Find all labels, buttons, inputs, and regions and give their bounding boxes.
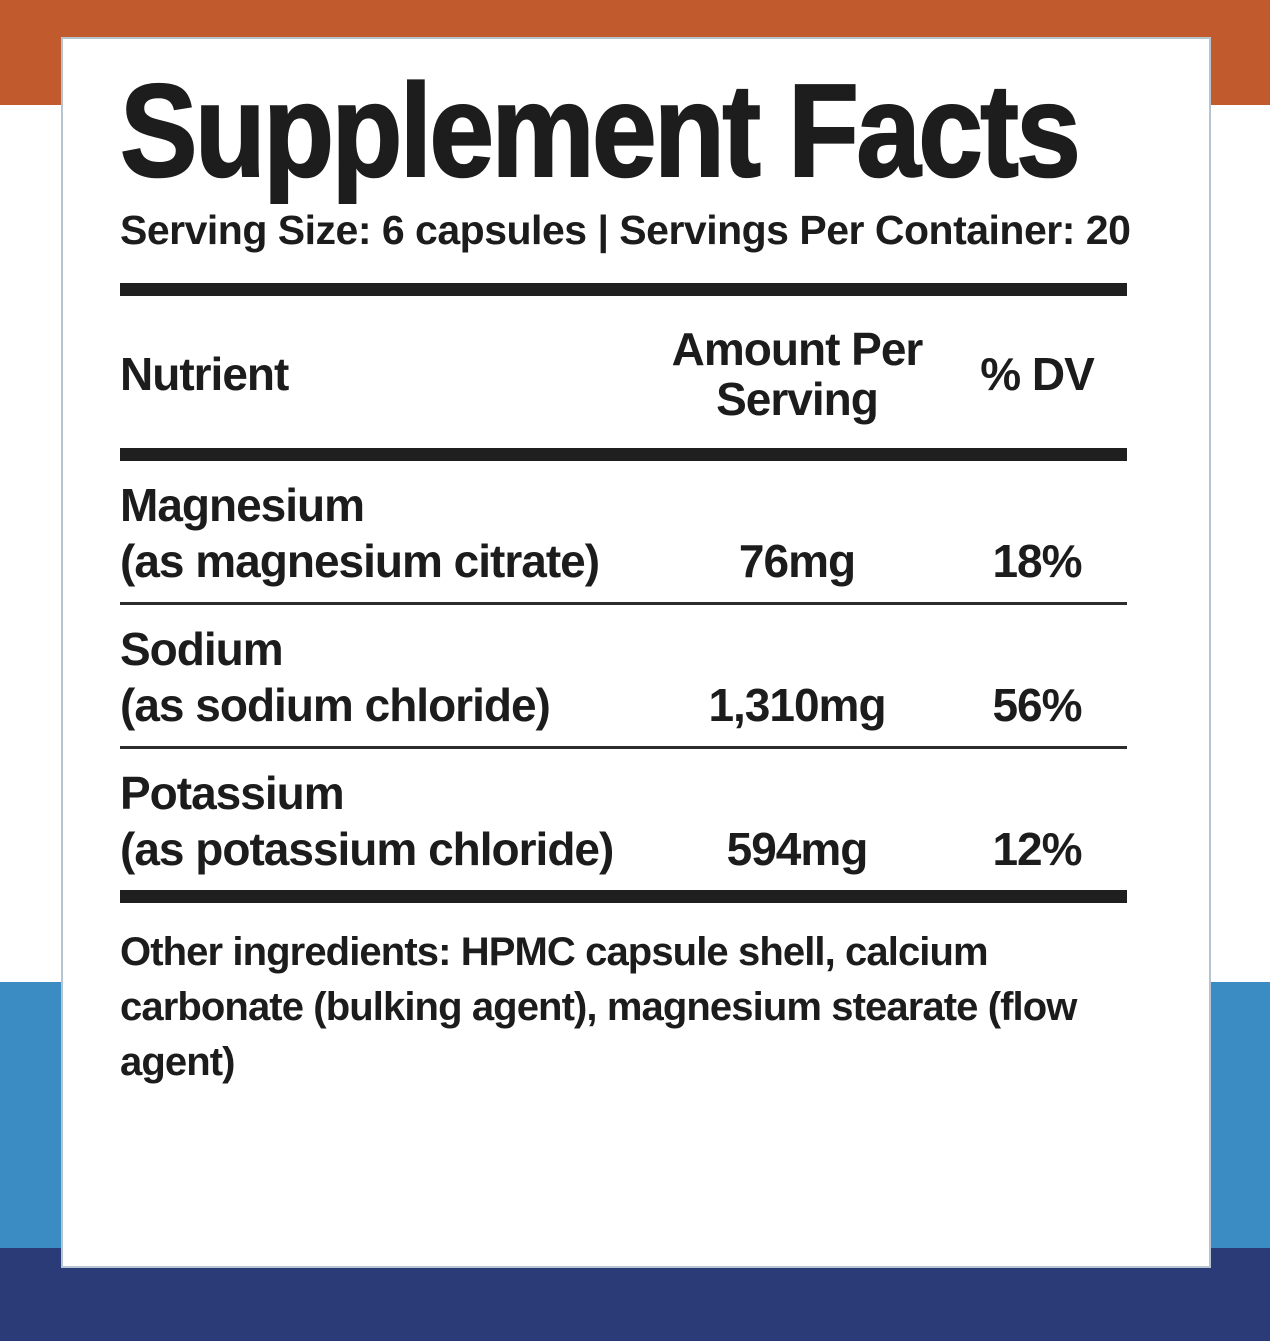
divider-thick-top: [120, 283, 1127, 296]
table-row-sodium: [120, 605, 1127, 749]
nutrient-dv: 56%: [992, 679, 1082, 731]
supplement-facts-card: [61, 37, 1211, 1268]
header-percent-dv: % DV: [980, 348, 1094, 400]
table-header-row: [120, 296, 1127, 448]
nutrient-form: (as sodium chloride): [120, 679, 550, 731]
nutrient-form: (as magnesium citrate): [120, 535, 600, 587]
nutrient-name: Sodium: [120, 623, 283, 675]
header-nutrient: Nutrient: [120, 348, 289, 400]
nutrient-name: Magnesium: [120, 479, 365, 531]
nutrient-form: (as potassium chloride): [120, 823, 614, 875]
other-ingredients-text: Other ingredients: HPMC capsule shell, calcium carbonate (bulking agent), magnesium stearate (flow agent): [120, 930, 1077, 1084]
table-row-magnesium: [120, 461, 1127, 605]
nutrient-dv: 18%: [992, 535, 1082, 587]
table-row-potassium: [120, 749, 1127, 890]
header-amount-per-serving: Amount Per Serving: [671, 323, 923, 425]
nutrient-amount: 76mg: [738, 535, 856, 587]
divider-thick-under-header: [120, 448, 1127, 461]
nutrient-amount: 594mg: [726, 823, 868, 875]
nutrient-dv: 12%: [992, 823, 1082, 875]
serving-info: Serving Size: 6 capsules | Servings Per Container: 20: [120, 207, 1131, 253]
page-title: Supplement Facts: [120, 57, 1079, 204]
nutrient-amount: 1,310mg: [708, 679, 886, 731]
nutrient-name: Potassium: [120, 767, 344, 819]
divider-thick-bottom: [120, 890, 1127, 903]
